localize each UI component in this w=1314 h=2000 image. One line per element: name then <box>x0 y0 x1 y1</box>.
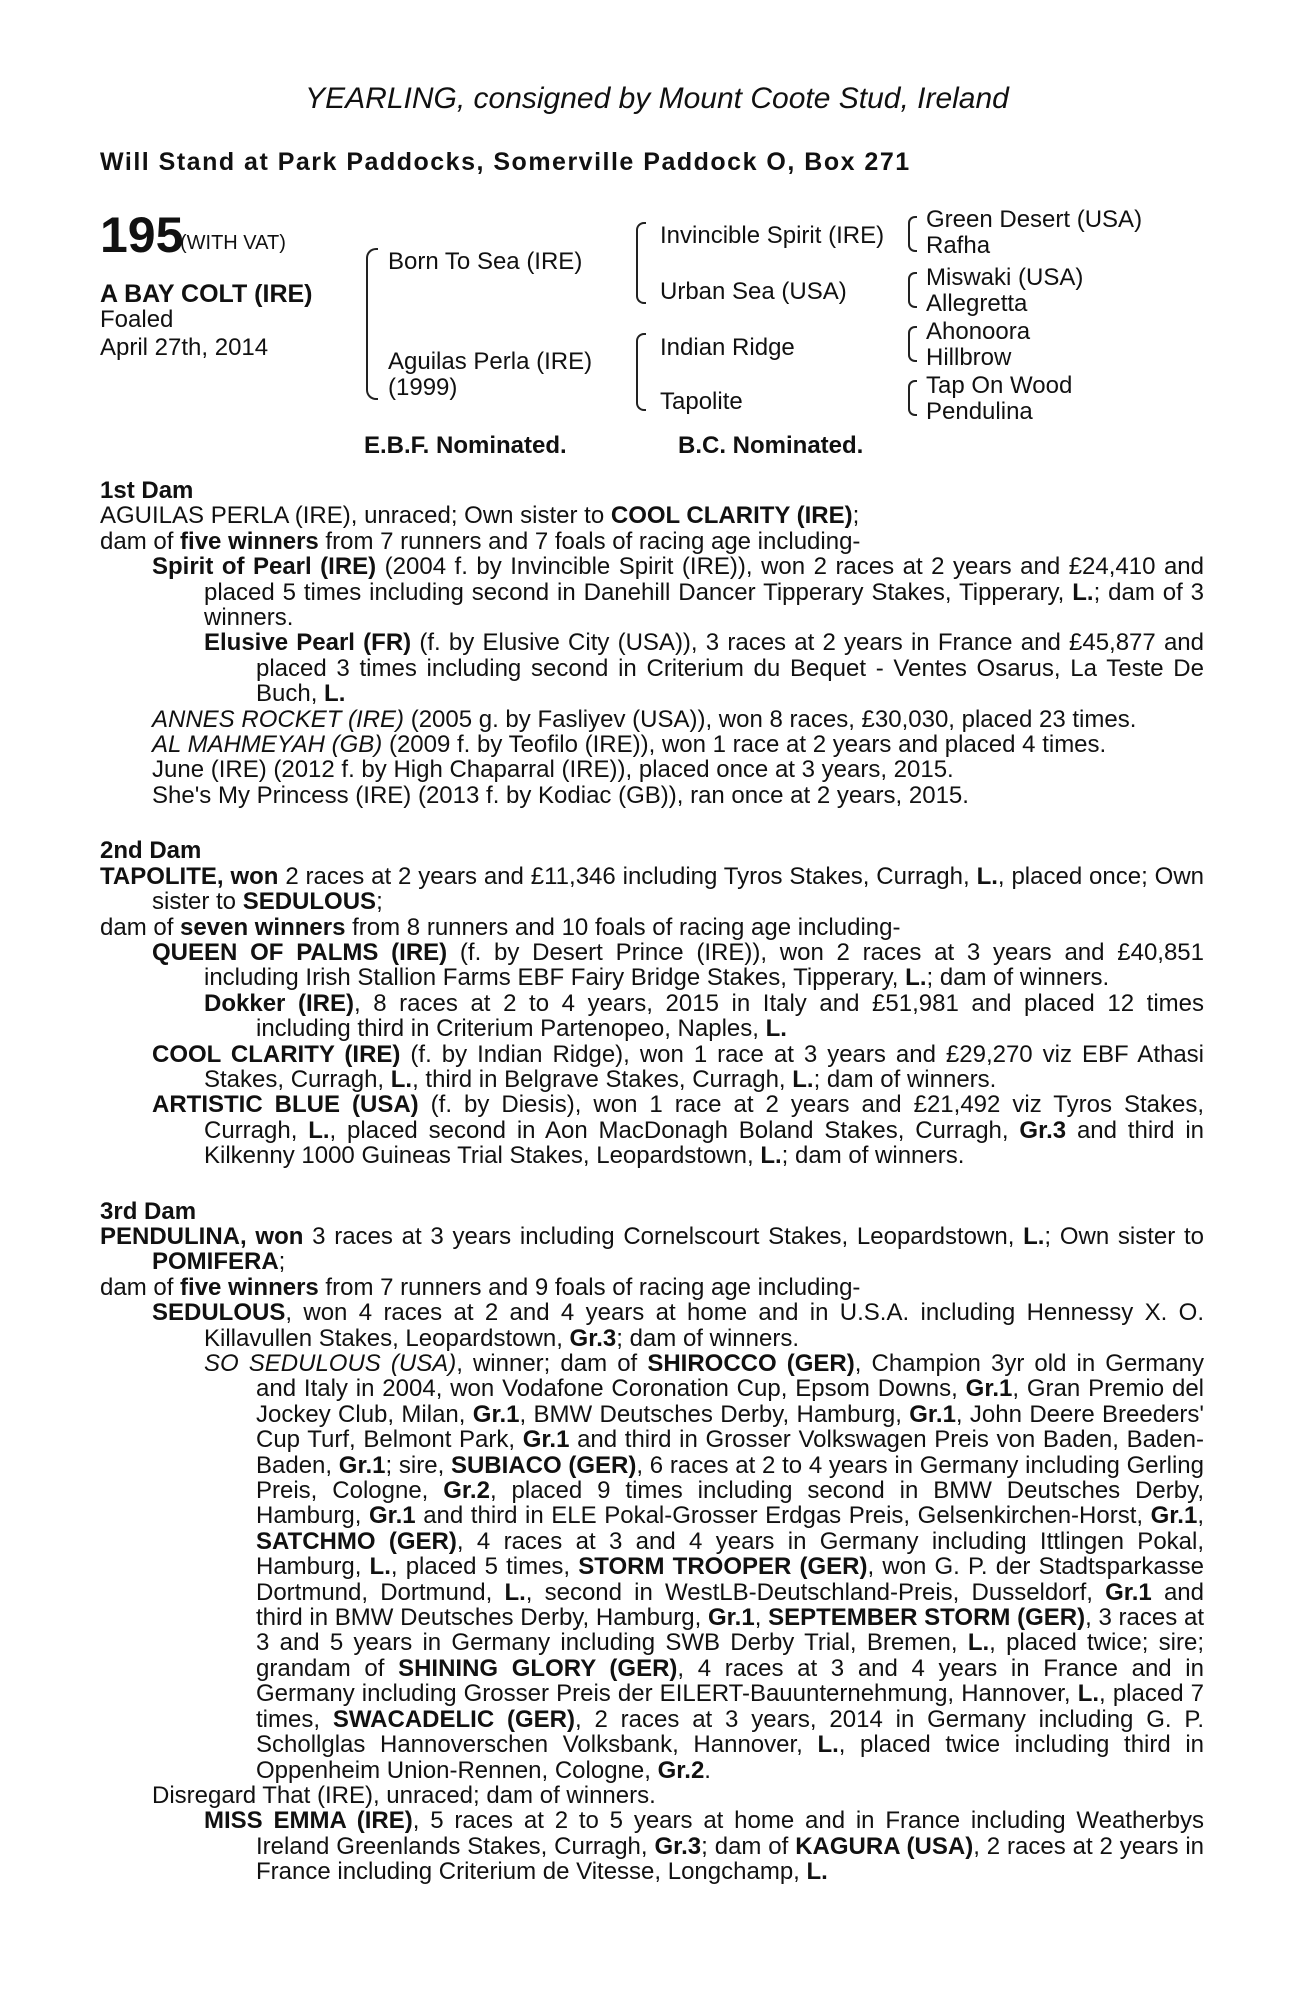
text: , placed second in Aon MacDonagh Boland Stakes, Curragh, <box>329 1116 1020 1144</box>
text: dam of <box>100 527 181 555</box>
race-grade: L. <box>324 680 346 708</box>
text: , 4 races at 3 and 4 years in Germany including Ittlingen Pokal, Hamburg, <box>256 1527 1205 1581</box>
dam-name: Aguilas Perla (IRE) <box>388 348 593 375</box>
sire-line-brace <box>636 222 646 304</box>
text: , <box>1197 1502 1204 1530</box>
second-dam-heading: 2nd Dam <box>100 837 202 865</box>
horse-name: SWACADELIC (GER) <box>332 1705 575 1733</box>
dam-sire: Indian Ridge <box>660 334 795 361</box>
text: , 3 races at 3 and 5 years in Germany including SWB Derby Trial, Bremen, <box>256 1604 1204 1657</box>
foaled-date: April 27th, 2014 <box>100 334 269 361</box>
winners-count: seven winners <box>180 913 346 941</box>
horse-name: SATCHMO (GER) <box>256 1527 457 1555</box>
produce-entry <box>100 732 1204 757</box>
text: ; sire, <box>385 1451 451 1479</box>
g4-name: Allegretta <box>926 290 1028 317</box>
first-dam-intro <box>100 503 1204 528</box>
brace-g2 <box>908 272 917 308</box>
text: , Gran Premio del Jockey Club, Milan, <box>256 1375 1204 1428</box>
text: , BMW Deutsches Derby, Hamburg, <box>519 1400 910 1428</box>
produce-record <box>100 478 1204 1915</box>
text: ; <box>852 502 860 530</box>
produce-entry <box>100 1042 1204 1093</box>
dam-year: (1999) <box>388 374 458 401</box>
text: ; dam of 3 winners. <box>204 578 1204 632</box>
first-dam-section <box>100 478 1204 808</box>
race-grade: L. <box>765 1015 787 1043</box>
winners-count: five winners <box>180 1273 319 1301</box>
text: , won 4 races at 2 and 4 years at home and in U.S.A. including Hennessy X. O. Killavullen Stakes, Leopardstown, <box>204 1299 1204 1352</box>
won-label: , won <box>240 1222 304 1250</box>
dam-line-brace <box>636 333 646 411</box>
text: , John Deere Breeders' Cup Turf, Belmont Park, <box>256 1400 1205 1454</box>
second-dam-dam-of <box>100 915 1204 940</box>
text: ; dam of winners. <box>616 1324 799 1352</box>
g5-name: Ahonoora <box>926 318 1031 345</box>
text: , 5 races at 2 to 5 years at home and in France including Weatherbys Ireland Greenlands Stakes, Curragh, <box>256 1807 1205 1860</box>
text: , placed 9 times including second in BMW Deutsches Derby, Hamburg, <box>256 1477 1204 1530</box>
horse-name: Spirit of Pearl (IRE) <box>152 553 377 581</box>
text: ; dam of winners. <box>926 964 1110 992</box>
sire-sire: Invincible Spirit (IRE) <box>660 222 885 249</box>
text: , winner; dam of <box>456 1350 648 1377</box>
brace-g4 <box>908 380 917 416</box>
race-grade: Gr.1 <box>1105 1578 1152 1606</box>
horse-name: ANNES ROCKET (IRE) <box>152 705 405 733</box>
race-grade: Gr.1 <box>368 1502 416 1530</box>
text: , placed 5 times, <box>390 1553 579 1581</box>
race-grade: Gr.1 <box>965 1375 1013 1403</box>
text: 2 races at 2 years and £11,346 including Tyros Stakes, Curragh, <box>278 862 977 890</box>
third-dam-dam-of <box>100 1275 1204 1300</box>
text: , placed twice; sire; grandam of <box>256 1629 1205 1682</box>
race-grade: Gr.3 <box>1019 1116 1067 1144</box>
race-grade: Gr.1 <box>472 1400 520 1428</box>
race-grade: Gr.2 <box>443 1477 490 1505</box>
horse-name: QUEEN OF PALMS (IRE) <box>152 938 448 966</box>
horse-name: STORM TROOPER (GER) <box>578 1553 868 1581</box>
horse-name: POMIFERA <box>152 1248 279 1276</box>
g6-name: Hillbrow <box>926 344 1012 371</box>
text: and third in ELE Pokal-Grosser Erdgas Preis, Gelsenkirchen-Horst, <box>415 1502 1151 1530</box>
lot-number: 195 <box>100 207 184 263</box>
produce-entry: Disregard That (IRE), unraced; dam of winners. <box>152 1781 656 1809</box>
horse-name: TAPOLITE <box>100 862 217 890</box>
text: , 2 races at 2 years in France including Criterium de Vitesse, Longchamp, <box>256 1832 1205 1886</box>
sire-dam-brace <box>366 248 378 400</box>
text: , second in WestLB-Deutschland-Preis, Dusseldorf, <box>525 1578 1106 1606</box>
text: from 7 runners and 9 foals of racing age including- <box>318 1273 861 1301</box>
text: , won G. P. der Stadtsparkasse Dortmund, Dortmund, <box>256 1553 1205 1606</box>
race-grade: Gr.1 <box>708 1604 755 1632</box>
horse-name: SHINING GLORY (GER) <box>398 1654 678 1682</box>
text: ; <box>278 1248 286 1276</box>
produce-entry <box>100 1092 1204 1168</box>
third-dam-intro <box>100 1224 1204 1275</box>
first-dam-dam-of <box>100 529 1204 554</box>
race-grade: L. <box>806 1858 828 1886</box>
text: ; dam of winners. <box>781 1142 965 1170</box>
produce-entry <box>100 940 1204 991</box>
ebf-nominated: E.B.F. Nominated. <box>364 432 567 459</box>
text: , 8 races at 2 to 4 years, 2015 in Italy and £51,981 and placed 12 times including third in Criterium Partenopeo, Naples, <box>256 989 1204 1043</box>
horse-name: SEPTEMBER STORM (GER) <box>768 1604 1086 1632</box>
text: , placed 7 times, <box>256 1680 1204 1733</box>
text: and third in Grosser Volkswagen Preis von Baden, Baden-Baden, <box>256 1426 1204 1479</box>
text: and third in Kilkenny 1000 Guineas Trial Stakes, Leopardstown, <box>204 1116 1205 1170</box>
race-grade: L. <box>369 1553 391 1581</box>
race-grade: L. <box>504 1578 526 1606</box>
produce-entry <box>100 1808 1204 1884</box>
race-grade: Gr.2 <box>657 1756 705 1784</box>
text: . <box>704 1756 711 1784</box>
race-grade: L. <box>390 1065 413 1093</box>
brace-g1 <box>908 216 917 252</box>
won-label: , won <box>216 862 279 890</box>
text: , third in Belgrave Stakes, Curragh, <box>412 1065 793 1093</box>
horse-name: COOL CLARITY (IRE) <box>152 1040 401 1068</box>
text: , placed twice including third in Oppenheim Union-Rennen, Cologne, <box>256 1731 1204 1784</box>
text: , <box>754 1604 769 1632</box>
produce-entry <box>100 554 1204 630</box>
g2-name: Rafha <box>926 232 991 259</box>
horse-description: A BAY COLT (IRE) <box>100 280 313 308</box>
text: ; dam of <box>701 1832 796 1860</box>
dam-dam: Tapolite <box>660 388 743 415</box>
produce-entry: June (IRE) (2012 f. by High Chaparral (IRE)), placed once at 3 years, 2015. <box>152 756 954 784</box>
text: (f. by Diesis), won 1 race at 2 years and £21,492 viz Tyros Stakes, Curragh, <box>204 1091 1204 1144</box>
race-grade: Gr.3 <box>569 1324 617 1352</box>
race-grade: L. <box>976 862 998 890</box>
horse-name: KAGURA (USA) <box>795 1832 974 1860</box>
horse-name: SEDULOUS <box>242 888 377 916</box>
g7-name: Tap On Wood <box>926 372 1073 399</box>
bc-nominated: B.C. Nominated. <box>678 432 864 459</box>
race-grade: L. <box>1077 1680 1100 1708</box>
horse-name: MISS EMMA (IRE) <box>204 1807 413 1835</box>
race-grade: L. <box>1023 1222 1045 1250</box>
sire-dam: Urban Sea (USA) <box>660 278 847 305</box>
text: from 7 runners and 7 foals of racing age including- <box>318 527 861 555</box>
text: , placed once; Own sister to <box>152 862 1204 916</box>
produce-entry <box>100 707 1204 732</box>
second-dam-section <box>100 838 1204 1168</box>
sire-name: Born To Sea (IRE) <box>388 248 583 275</box>
lot-vat-note: (WITH VAT) <box>180 232 286 254</box>
text: ; Own sister to <box>1044 1222 1204 1250</box>
horse-name: Dokker (IRE) <box>204 989 354 1017</box>
race-grade: L. <box>792 1065 814 1093</box>
g3-name: Miswaki (USA) <box>926 264 1084 291</box>
race-grade: L. <box>817 1731 839 1759</box>
text: (f. by Elusive City (USA)), 3 races at 2 years in France and £45,877 and placed 3 times including second in Criterium du Bequet - Ventes Osarus, La Teste De Buch, <box>256 629 1205 708</box>
race-grade: Gr.1 <box>909 1400 956 1428</box>
text: (f. by Desert Prince (IRE)), won 2 races at 3 years and £40,851 including Irish Stallion Farms EBF Fairy Bridge Stakes, Tipperary, <box>204 938 1205 992</box>
horse-name: AL MAHMEYAH (GB) <box>152 731 383 759</box>
text: (2009 f. by Teofilo (IRE)), won 1 race at 2 years and placed 4 times. <box>382 731 1107 759</box>
third-dam-section <box>100 1199 1204 1885</box>
text: AGUILAS PERLA (IRE), unraced; Own sister to <box>100 502 611 530</box>
g1-name: Green Desert (USA) <box>926 206 1143 233</box>
horse-name: SEDULOUS <box>152 1299 286 1327</box>
first-dam-heading: 1st Dam <box>100 477 194 504</box>
horse-name: ARTISTIC BLUE (USA) <box>152 1091 419 1119</box>
third-dam-heading: 3rd Dam <box>100 1197 197 1225</box>
text: , 6 races at 2 to 4 years in Germany including Gerling Preis, Cologne, <box>256 1451 1204 1505</box>
horse-name: COOL CLARITY (IRE) <box>610 502 853 530</box>
horse-name: PENDULINA <box>100 1222 241 1250</box>
text: 3 races at 3 years including Cornelscourt Stakes, Leopardstown, <box>303 1222 1024 1250</box>
text: from 8 runners and 10 foals of racing age including- <box>345 913 901 941</box>
horse-name: SO SEDULOUS (USA) <box>204 1350 457 1377</box>
horse-name: SUBIACO (GER) <box>450 1451 637 1479</box>
race-grade: Gr.1 <box>1150 1502 1198 1530</box>
race-grade: Gr.3 <box>654 1832 702 1860</box>
race-grade: Gr.1 <box>338 1451 386 1479</box>
race-grade: L. <box>967 1629 990 1657</box>
winners-count: five winners <box>180 527 319 555</box>
horse-name: Elusive Pearl (FR) <box>204 629 412 657</box>
text: ; dam of winners. <box>813 1065 997 1093</box>
g8-name: Pendulina <box>926 398 1033 425</box>
produce-entry <box>100 991 1204 1042</box>
stand-location: Will Stand at Park Paddocks, Somerville Paddock O, Box 271 <box>100 148 911 176</box>
race-grade: L. <box>760 1142 782 1170</box>
second-dam-intro <box>100 864 1204 915</box>
text: , 4 races at 3 and 4 years in France and in Germany including Grosser Preis der EILERT-Bauunternehmung, Hannover, <box>256 1654 1204 1708</box>
produce-entry <box>100 1300 1204 1351</box>
race-grade: L. <box>905 964 927 992</box>
race-grade: L. <box>1072 578 1094 606</box>
consignment-line: YEARLING, consigned by Mount Coote Stud, Ireland <box>305 82 1009 115</box>
text: , Champion 3yr old in Germany and Italy in 2004, won Vodafone Coronation Cup, Epsom Downs, <box>256 1350 1204 1403</box>
text: dam of <box>100 1273 181 1301</box>
text: dam of <box>100 913 181 941</box>
text: (f. by Indian Ridge), won 1 race at 3 years and £29,270 viz EBF Athasi Stakes, Curragh, <box>204 1040 1205 1093</box>
text: (2004 f. by Invincible Spirit (IRE)), won 2 races at 2 years and £24,410 and placed 5 times including second in Danehill Dancer Tipperary Stakes, Tipperary, <box>204 553 1204 606</box>
text: (2005 g. by Fasliyev (USA)), won 8 races, £30,030, placed 23 times. <box>404 705 1137 733</box>
horse-name: SHIROCCO (GER) <box>647 1350 855 1377</box>
produce-entry <box>100 630 1204 706</box>
produce-entry: She's My Princess (IRE) (2013 f. by Kodiac (GB)), ran once at 2 years, 2015. <box>152 781 969 809</box>
race-grade: L. <box>308 1116 330 1144</box>
brace-g3 <box>908 326 917 362</box>
foaled-label: Foaled <box>100 306 174 333</box>
produce-entry <box>100 1351 1204 1783</box>
text: and third in BMW Deutsches Derby, Hamburg, <box>256 1578 1204 1632</box>
text: ; <box>376 888 383 916</box>
text: , 2 races at 3 years, 2014 in Germany including G. P. Schollglas Hannoverschen Volksbank, Hannover, <box>256 1705 1204 1759</box>
race-grade: Gr.1 <box>522 1426 570 1454</box>
